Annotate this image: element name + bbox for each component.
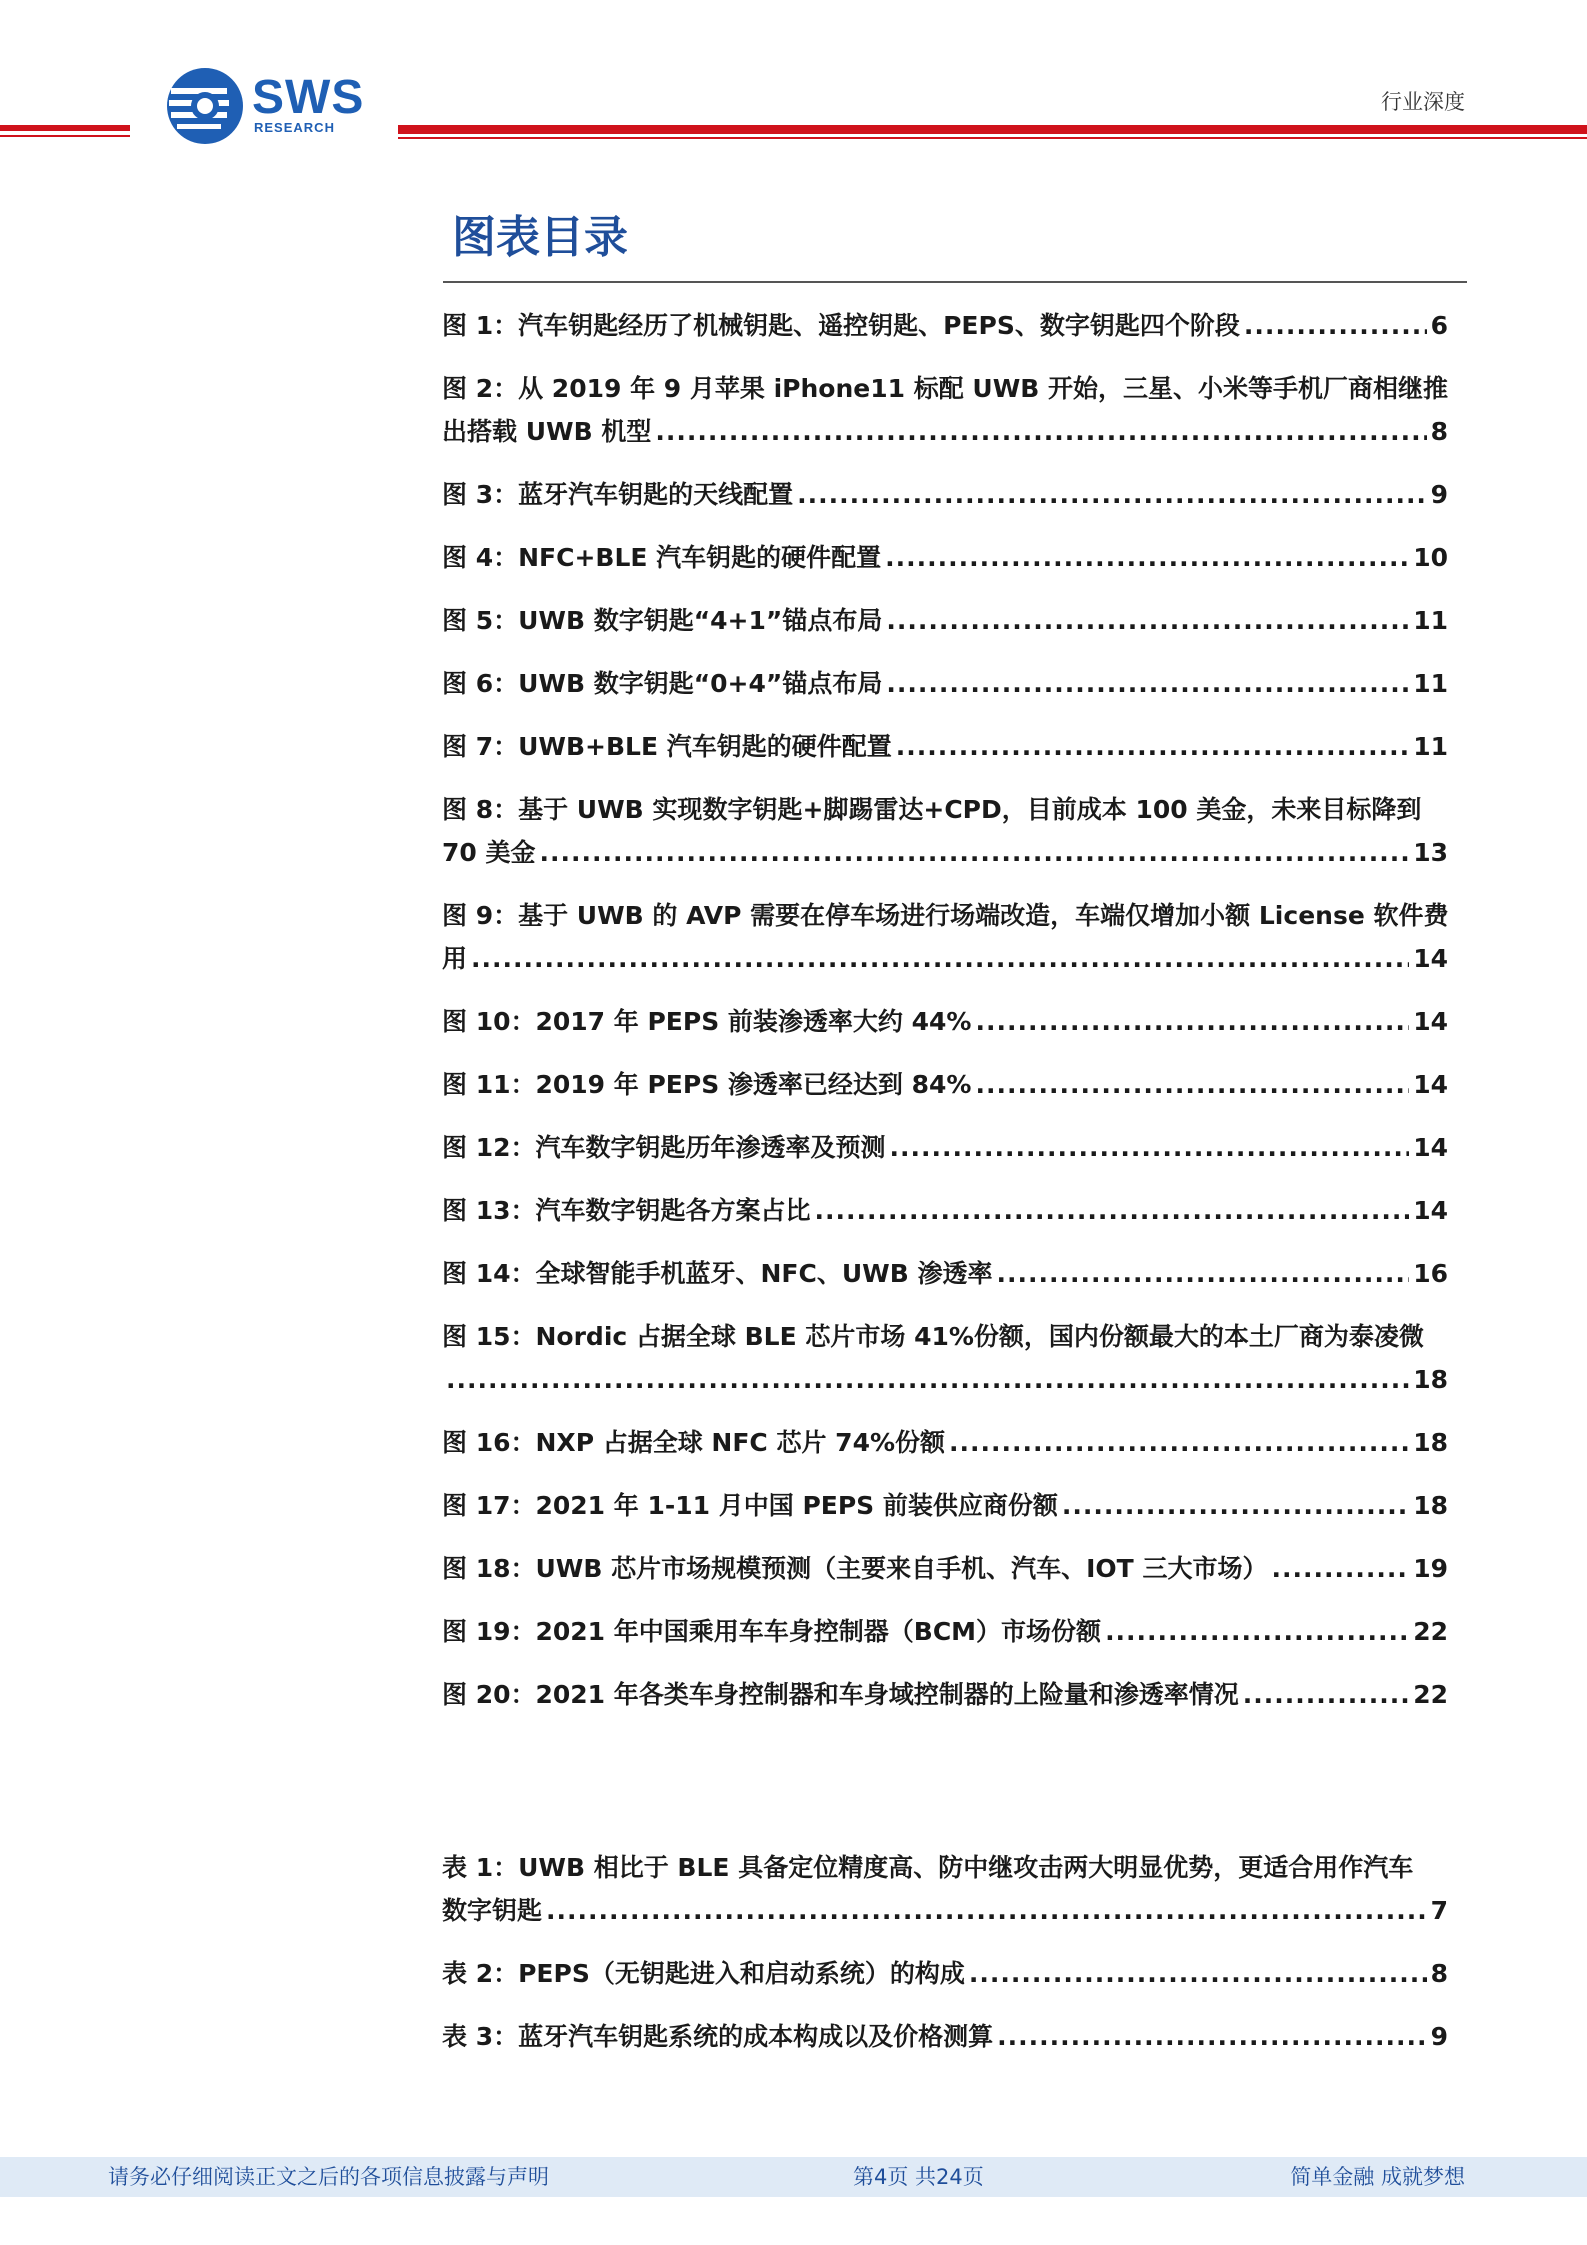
figure-entry-page: 10 <box>1413 543 1448 572</box>
figure-entry-label: 图 1：汽车钥匙经历了机械钥匙、遥控钥匙、PEPS、数字钥匙四个阶段 <box>442 311 1240 340</box>
table-entry-page: 7 <box>1430 1896 1448 1925</box>
figure-entry-page: 11 <box>1413 669 1448 698</box>
figure-entry-page: 14 <box>1413 1007 1448 1036</box>
section-gap <box>442 1736 1466 1846</box>
figure-entry-page: 14 <box>1413 944 1448 973</box>
table-entry-page: 8 <box>1430 1959 1448 1988</box>
figure-entry[interactable] <box>442 894 1466 980</box>
figure-entry[interactable] <box>442 473 1466 516</box>
figure-entry[interactable] <box>442 1063 1466 1106</box>
figure-entry-label-cont: 用 <box>442 944 468 973</box>
dot-leader <box>655 410 1426 453</box>
report-category: 行业深度 <box>1381 90 1465 114</box>
dot-leader <box>540 831 1410 874</box>
figure-entry[interactable] <box>442 1610 1466 1653</box>
dot-leader <box>997 2015 1426 2058</box>
figure-entry[interactable] <box>442 536 1466 579</box>
dot-leader <box>886 599 1409 642</box>
dot-leader <box>1244 304 1427 347</box>
figure-entry[interactable] <box>442 304 1466 347</box>
dot-leader <box>969 1952 1427 1995</box>
figure-entry-label: 图 13：汽车数字钥匙各方案占比 <box>442 1196 811 1225</box>
dot-leader <box>815 1189 1410 1232</box>
figure-entry-label-cont: 出搭载 UWB 机型 <box>442 417 652 446</box>
figure-entry-page: 18 <box>1413 1428 1448 1457</box>
figure-entry-page: 16 <box>1413 1259 1448 1288</box>
dot-leader <box>1271 1547 1409 1590</box>
figure-entry[interactable] <box>442 1315 1466 1401</box>
figure-entry-label: 图 8：基于 UWB 实现数字钥匙+脚踢雷达+CPD，目前成本 100 美金，未来目标降到 <box>442 795 1422 824</box>
dot-leader <box>797 473 1426 516</box>
figure-entry-page: 14 <box>1413 1070 1448 1099</box>
figure-entry[interactable] <box>442 662 1466 705</box>
figure-entry-page: 22 <box>1413 1617 1448 1646</box>
figure-entry[interactable] <box>442 1126 1466 1169</box>
dot-leader <box>471 937 1409 980</box>
dot-leader <box>949 1421 1409 1464</box>
figure-list <box>442 304 1466 1716</box>
figure-entry-page: 14 <box>1413 1133 1448 1162</box>
page-footer <box>0 2157 1587 2197</box>
table-list <box>442 1846 1466 2058</box>
table-entry-label-cont: 数字钥匙 <box>442 1896 543 1925</box>
table-entry-label: 表 3：蓝牙汽车钥匙系统的成本构成以及价格测算 <box>442 2022 994 2051</box>
dot-leader <box>446 1358 1409 1401</box>
footer-slogan: 简单金融 成就梦想 <box>1290 2165 1465 2189</box>
dot-leader <box>1243 1673 1409 1716</box>
figure-entry-label: 图 5：UWB 数字钥匙“4+1”锚点布局 <box>442 606 883 635</box>
header-rule-right <box>398 125 1587 140</box>
figure-entry-page: 11 <box>1413 606 1448 635</box>
figure-entry-label: 图 18：UWB 芯片市场规模预测（主要来自手机、汽车、IOT 三大市场） <box>442 1554 1268 1583</box>
figure-entry-label: 图 2：从 2019 年 9 月苹果 iPhone11 标配 UWB 开始，三星、小米等手机厂商相继推 <box>442 374 1449 403</box>
figure-entry-label: 图 15：Nordic 占据全球 BLE 芯片市场 41%份额，国内份额最大的本土厂商为泰凌微 <box>442 1322 1424 1351</box>
dot-leader <box>885 536 1409 579</box>
figure-entry-label: 图 11：2019 年 PEPS 渗透率已经达到 84% <box>442 1070 972 1099</box>
figure-entry[interactable] <box>442 367 1466 453</box>
table-entry[interactable] <box>442 1846 1466 1932</box>
dot-leader <box>896 725 1409 768</box>
figure-entry-page: 8 <box>1430 417 1448 446</box>
figure-entry-page: 14 <box>1413 1196 1448 1225</box>
dot-leader <box>890 1126 1410 1169</box>
logo-subtext: RESEARCH <box>254 120 335 135</box>
footer-page-info: 第4页 共24页 <box>853 2165 984 2189</box>
figure-entry-label: 图 20：2021 年各类车身控制器和车身域控制器的上险量和渗透率情况 <box>442 1680 1239 1709</box>
figure-entry-page: 9 <box>1430 480 1448 509</box>
figure-entry-label-cont: 70 美金 <box>442 838 536 867</box>
figure-entry-page: 13 <box>1413 838 1448 867</box>
figure-entry[interactable] <box>442 1547 1466 1590</box>
figure-entry-label: 图 12：汽车数字钥匙历年渗透率及预测 <box>442 1133 886 1162</box>
title-divider <box>443 281 1467 283</box>
figure-entry[interactable] <box>442 1673 1466 1716</box>
dot-leader <box>546 1889 1427 1932</box>
table-entry-label: 表 1：UWB 相比于 BLE 具备定位精度高、防中继攻击两大明显优势，更适合用作汽车 <box>442 1853 1414 1882</box>
figure-entry[interactable] <box>442 1000 1466 1043</box>
figure-entry-page: 22 <box>1413 1680 1448 1709</box>
page-header <box>0 0 1587 160</box>
figure-entry[interactable] <box>442 1484 1466 1527</box>
figure-entry[interactable] <box>442 1189 1466 1232</box>
logo-text: SWS <box>252 71 365 124</box>
figure-entry-page: 6 <box>1430 311 1448 340</box>
figure-entry-label: 图 6：UWB 数字钥匙“0+4”锚点布局 <box>442 669 883 698</box>
dot-leader <box>1105 1610 1409 1653</box>
footer-disclaimer: 请务必仔细阅读正文之后的各项信息披露与声明 <box>108 2165 549 2189</box>
figure-entry-page: 19 <box>1413 1554 1448 1583</box>
header-rule-left <box>0 125 130 140</box>
figure-entry-label: 图 16：NXP 占据全球 NFC 芯片 74%份额 <box>442 1428 946 1457</box>
figure-entry-label: 图 17：2021 年 1-11 月中国 PEPS 前装供应商份额 <box>442 1491 1058 1520</box>
table-entry-page: 9 <box>1430 2022 1448 2051</box>
figure-entry-label: 图 10：2017 年 PEPS 前装渗透率大约 44% <box>442 1007 972 1036</box>
figure-entry-page: 11 <box>1413 732 1448 761</box>
figure-entry[interactable] <box>442 725 1466 768</box>
figure-entry[interactable] <box>442 788 1466 874</box>
dot-leader <box>975 1000 1409 1043</box>
dot-leader <box>996 1252 1409 1295</box>
figure-entry-label: 图 3：蓝牙汽车钥匙的天线配置 <box>442 480 794 509</box>
figure-entry-label: 图 7：UWB+BLE 汽车钥匙的硬件配置 <box>442 732 892 761</box>
figure-entry[interactable] <box>442 1421 1466 1464</box>
toc-title: 图表目录 <box>452 212 628 263</box>
figure-entry-page: 18 <box>1413 1365 1448 1394</box>
figure-entry-label: 图 19：2021 年中国乘用车车身控制器（BCM）市场份额 <box>442 1617 1102 1646</box>
dot-leader <box>975 1063 1409 1106</box>
table-entry[interactable] <box>442 1952 1466 1995</box>
figure-entry[interactable] <box>442 599 1466 642</box>
toc-list <box>442 304 1466 2078</box>
figure-entry-label: 图 9：基于 UWB 的 AVP 需要在停车场进行场端改造，车端仅增加小额 License 软件费 <box>442 901 1449 930</box>
figure-entry[interactable] <box>442 1252 1466 1295</box>
figure-entry-page: 18 <box>1413 1491 1448 1520</box>
figure-entry-label: 图 14：全球智能手机蓝牙、NFC、UWB 渗透率 <box>442 1259 993 1288</box>
table-entry[interactable] <box>442 2015 1466 2058</box>
table-entry-label: 表 2：PEPS（无钥匙进入和启动系统）的构成 <box>442 1959 965 1988</box>
figure-entry-label: 图 4：NFC+BLE 汽车钥匙的硬件配置 <box>442 543 882 572</box>
dot-leader <box>886 662 1409 705</box>
dot-leader <box>1062 1484 1409 1527</box>
